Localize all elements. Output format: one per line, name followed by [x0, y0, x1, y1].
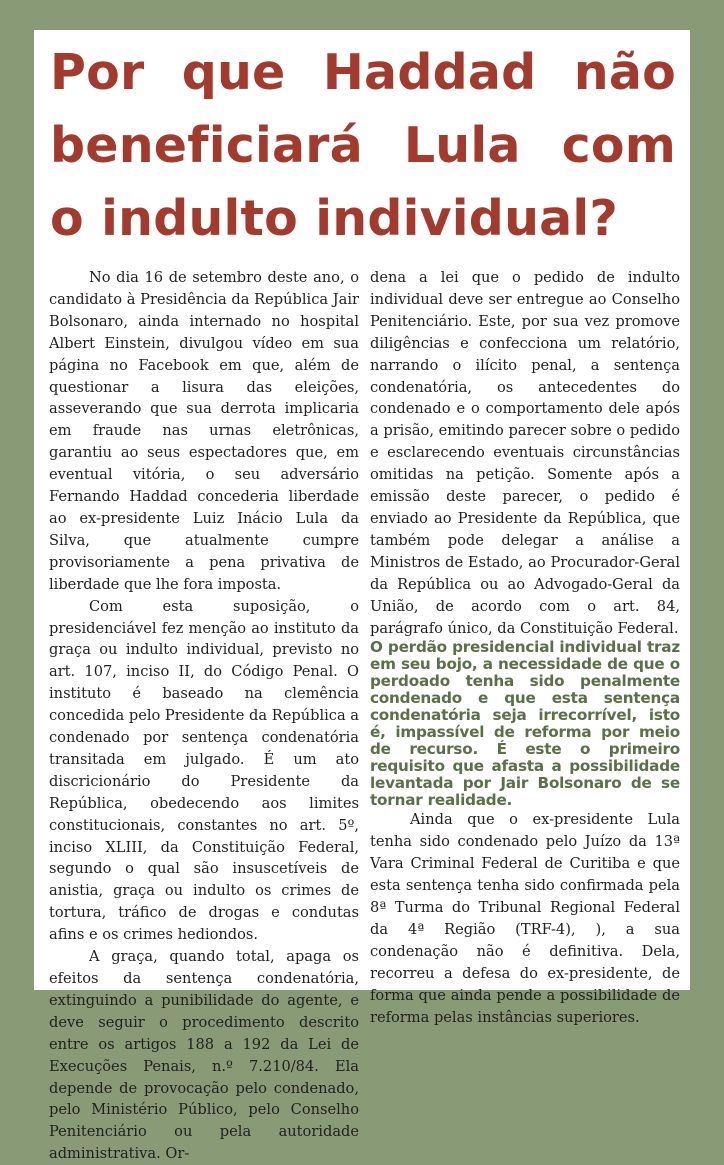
article-title: Por que Haddad não beneficiará Lula com o indulto individual?	[50, 44, 676, 247]
pull-quote: O perdão presidencial individual traz em seu bojo, a necessidade de que o perdoado tenha sido penalmente condenado e que esta sentença condenatória seja irrecorrível, isto é, impassível de reforma por meio de recurso. É este o primeiro requisito que afasta a possibilidade levantada por Jair Bolsonaro de se tornar realidade.	[370, 638, 680, 810]
paragraph-4: Ainda que o ex-presidente Lula tenha sido condenado pelo Juízo da 13ª Vara Criminal Federal de Curitiba e que esta sentença tenha sido confirmada pela 8ª Turma do Tribunal Regional Federal da 4ª Região (TRF-4), ), a sua condenação não é definitiva. Dela, recorreu a defesa do ex-presidente, de forma que ainda pende a possibilidade de reforma pelas instâncias superiores.	[370, 811, 680, 1026]
left-column	[49, 267, 359, 1165]
article-page	[34, 30, 690, 1163]
paragraph-3-continued: dena a lei que o pedido de indulto individual deve ser entregue ao Conselho Penitenciário. Este, por sua vez promove diligências e confecciona um relatório, narrando o ilícito penal, a sentença condenatória, os antecedentes do condenado e o comportamento dele após a prisão, emitindo parecer sobre o pedido e esclarecendo eventuais circunstâncias omitidas na petição. Somente após a emissão deste parecer, o pedido é enviado ao Presidente da República, que também pode delegar a análise a Ministros de Estado, ao Procurador-Geral da República ou ao Advogado-Geral da União, de acordo com o art. 84, parágrafo único, da Constituição Federal.	[370, 269, 680, 637]
paragraph-2: Com esta suposição, o presidenciável fez menção ao instituto da graça ou indulto individual, previsto no art. 107, inciso II, do Código Penal. O instituto é baseado na clemência concedida pelo Presidente da República a condenado por sentença condenatória transitada em julgado. É um ato discricionário do Presidente da República, obedecendo aos limites constitucionais, constantes no art. 5º, inciso XLIII, da Constituição Federal, segundo o qual são insuscetíveis de anistia, graça ou indulto os crimes de tortura, tráfico de drogas e condutas afins e os crimes hediondos.	[49, 597, 359, 944]
paragraph-3-start: A graça, quando total, apaga os efeitos da sentença condenatória, extinguindo a punibilidade do agente, e deve seguir o procedimento descrito entre os artigos 188 a 192 da Lei de Execuções Penais, n.º 7.210/84. Ela depende de provocação pelo condenado, pelo Ministério Público, pelo Conselho Penitenciário ou pela autoridade administrativa. Or-	[49, 948, 359, 1163]
paragraph-1: No dia 16 de setembro deste ano, o candidato à Presidência da República Jair Bolsonaro, ainda internado no hospital Albert Einstein, divulgou vídeo em sua página no Facebook em que, além de questionar a lisura das eleições, asseverando que sua derrota implicaria em fraude nas urnas eletrônicas, garantiu ao seus espectadores que, em eventual vitória, o seu adversário Fernando Haddad concederia liberdade ao ex-presidente Luiz Inácio Lula da Silva, que atualmente cumpre provisoriamente a pena privativa de liberdade que lhe fora imposta.	[49, 269, 359, 593]
right-column	[370, 267, 680, 1028]
